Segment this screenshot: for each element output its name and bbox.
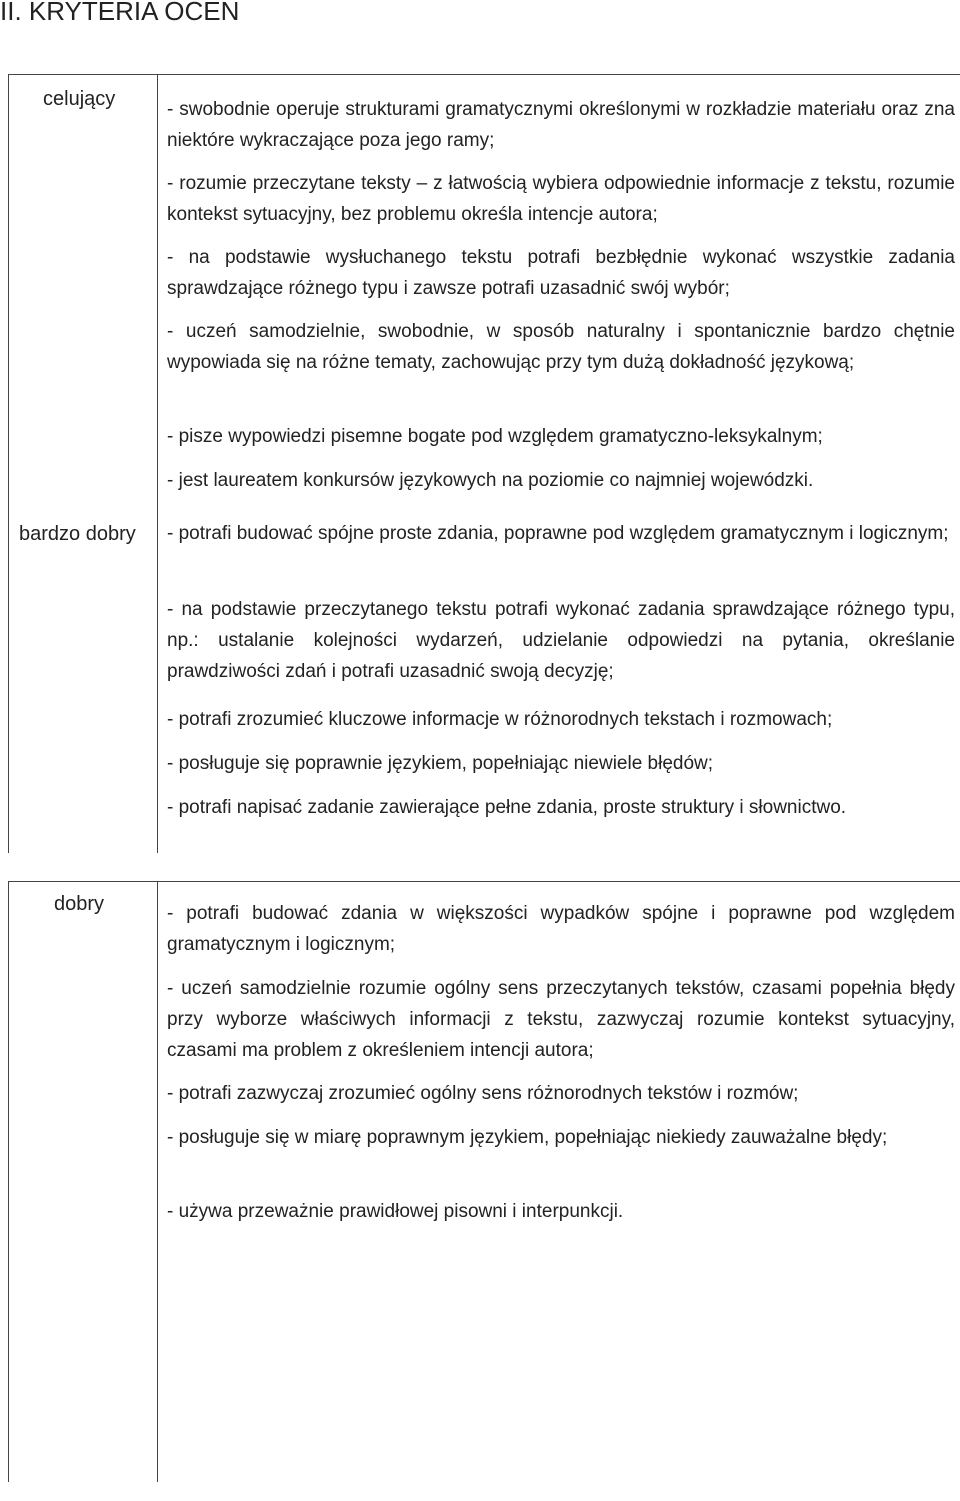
- grade-label-bardzo-dobry: bardzo dobry: [19, 523, 136, 545]
- column-divider: [157, 75, 158, 853]
- criterion-item: - posługuje się w miarę poprawnym językiem, popełniając niekiedy zauważalne błędy;: [167, 1127, 888, 1148]
- criterion-item: - na podstawie przeczytanego tekstu potrafi wykonać zadania sprawdzające różnego typu, np.: ustalanie kolejności wydarzeń, udzielanie odpowiedzi na pytania, określanie prawdziwości zdań i potrafi uzasadnić swoją decyzję;: [167, 599, 955, 682]
- section-heading: II. KRYTERIA OCEN: [0, 0, 240, 26]
- grade-label-dobry: dobry: [54, 893, 105, 915]
- criterion-item: - potrafi budować spójne proste zdania, poprawne pod względem gramatycznym i logicznym;: [167, 523, 949, 544]
- criterion-item: - jest laureatem konkursów językowych na poziomie co najmniej wojewódzki.: [167, 470, 814, 491]
- criterion-item: - na podstawie wysłuchanego tekstu potrafi bezbłędnie wykonać wszystkie zadania sprawdzające różnego typu i zawsze potrafi uzasadnić swój wybór;: [167, 247, 955, 299]
- criterion-item: - rozumie przeczytane teksty – z łatwością wybiera odpowiednie informacje z tekstu, rozumie kontekst sytuacyjny, bez problemu określa intencje autora;: [167, 173, 955, 225]
- criterion-item: - swobodnie operuje strukturami gramatycznymi określonymi w rozkładzie materiału oraz zna niektóre wykraczające poza jego ramy;: [167, 99, 955, 151]
- criteria-table-part-2: [8, 881, 960, 1482]
- criterion-item: - używa przeważnie prawidłowej pisowni i interpunkcji.: [167, 1201, 624, 1222]
- criteria-table-part-1: [8, 74, 960, 853]
- criterion-item: - potrafi napisać zadanie zawierające pełne zdania, proste struktury i słownictwo.: [167, 797, 847, 818]
- criterion-item: - pisze wypowiedzi pisemne bogate pod względem gramatyczno-leksykalnym;: [167, 426, 823, 447]
- criterion-item: - uczeń samodzielnie rozumie ogólny sens przeczytanych tekstów, czasami popełnia błędy przy wyborze właściwych informacji z tekstu, zazwyczaj rozumie kontekst sytuacyjny, czasami ma problem z określeniem intencji autora;: [167, 978, 955, 1061]
- criterion-item: - potrafi zrozumieć kluczowe informacje w różnorodnych tekstach i rozmowach;: [167, 709, 833, 730]
- criterion-item: - potrafi budować zdania w większości wypadków spójne i poprawne pod względem gramatycznym i logicznym;: [167, 903, 955, 955]
- grade-label-celujacy: celujący: [43, 88, 116, 110]
- criterion-item: - potrafi zazwyczaj zrozumieć ogólny sens różnorodnych tekstów i rozmów;: [167, 1083, 799, 1104]
- criterion-item: - posługuje się poprawnie językiem, popełniając niewiele błędów;: [167, 753, 714, 774]
- column-divider: [157, 882, 158, 1482]
- criterion-item: - uczeń samodzielnie, swobodnie, w sposób naturalny i spontanicznie bardzo chętnie wypowiada się na różne tematy, zachowując przy tym dużą dokładność językową;: [167, 321, 955, 373]
